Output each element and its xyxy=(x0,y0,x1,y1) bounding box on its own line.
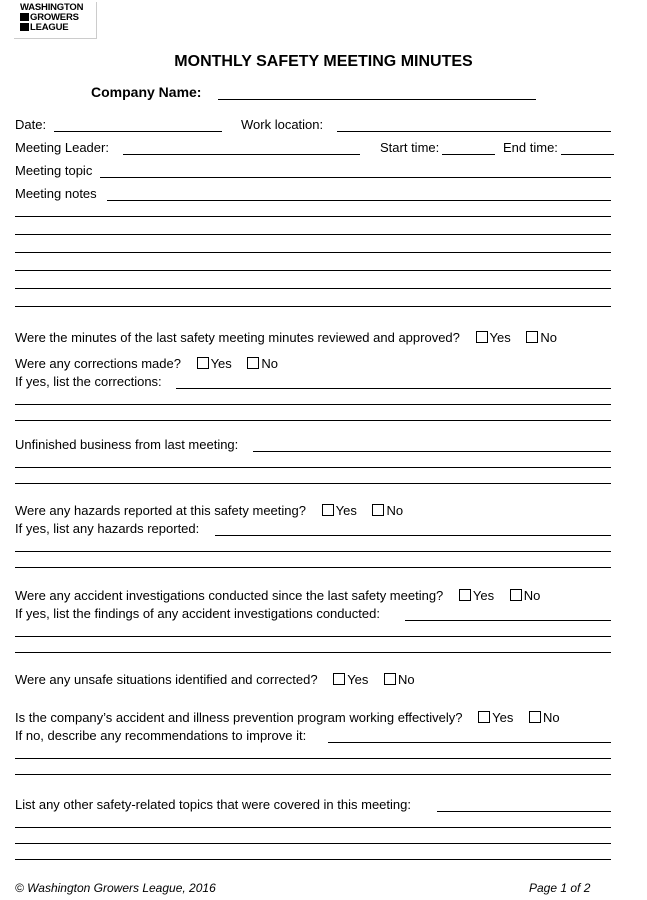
meeting-notes-line[interactable] xyxy=(15,216,611,217)
accidents-field[interactable] xyxy=(405,620,611,621)
unfinished-business-line[interactable] xyxy=(15,483,611,484)
logo-bar xyxy=(20,13,29,21)
unsafe-situations-question xyxy=(15,672,415,688)
date-label: Date: xyxy=(15,117,47,132)
program-yes-checkbox[interactable]: Yes xyxy=(478,710,513,725)
checkbox-icon xyxy=(197,357,209,369)
unfinished-business-line[interactable] xyxy=(15,467,611,468)
corrections-list-label: If yes, list the corrections: xyxy=(15,374,162,389)
accidents-line[interactable] xyxy=(15,652,611,653)
meeting-notes-line[interactable] xyxy=(15,234,611,235)
meeting-topic-label: Meeting topic xyxy=(15,163,93,178)
meeting-leader-field[interactable] xyxy=(123,154,360,155)
meeting-leader-label: Meeting Leader: xyxy=(15,140,109,155)
end-time-field[interactable] xyxy=(561,154,614,155)
footer-copyright: © Washington Growers League, 2016 xyxy=(15,881,216,895)
meeting-notes-line[interactable] xyxy=(15,288,611,289)
accidents-question xyxy=(15,588,540,604)
unfinished-business-field[interactable] xyxy=(253,451,611,452)
checkbox-icon xyxy=(247,357,259,369)
company-name-label: Company Name: xyxy=(91,84,202,100)
corrections-line[interactable] xyxy=(15,404,611,405)
hazards-list-label: If yes, list any hazards reported: xyxy=(15,521,200,536)
other-topics-field[interactable] xyxy=(437,811,611,812)
program-no-checkbox[interactable]: No xyxy=(529,710,560,725)
accidents-line[interactable] xyxy=(15,636,611,637)
unfinished-business-label: Unfinished business from last meeting: xyxy=(15,437,239,452)
program-question xyxy=(15,710,560,726)
program-line[interactable] xyxy=(15,758,611,759)
accidents-list-label: If yes, list the findings of any accident investigations conducted: xyxy=(15,606,380,621)
other-topics-line[interactable] xyxy=(15,843,611,844)
program-field[interactable] xyxy=(328,742,611,743)
checkbox-icon xyxy=(476,331,488,343)
accidents-yes-checkbox[interactable]: Yes xyxy=(459,588,494,603)
hazards-no-checkbox[interactable]: No xyxy=(372,503,403,518)
meeting-notes-label: Meeting notes xyxy=(15,186,97,201)
checkbox-icon xyxy=(322,504,334,516)
corrections-yes-checkbox[interactable]: Yes xyxy=(197,356,232,371)
logo-line-3: LEAGUE xyxy=(30,22,69,33)
work-location-label: Work location: xyxy=(241,117,324,132)
washington-growers-league-logo xyxy=(14,2,97,39)
meeting-notes-line[interactable] xyxy=(15,270,611,271)
unsafe-yes-checkbox[interactable]: Yes xyxy=(333,672,368,687)
start-time-label: Start time: xyxy=(380,140,440,155)
program-line[interactable] xyxy=(15,774,611,775)
minutes-yes-checkbox[interactable]: Yes xyxy=(476,330,511,345)
logo-line-1: WASHINGTON xyxy=(20,2,84,13)
hazards-question xyxy=(15,503,403,519)
unsafe-no-checkbox[interactable]: No xyxy=(384,672,415,687)
checkbox-icon xyxy=(459,589,471,601)
date-field[interactable] xyxy=(54,131,222,132)
checkbox-icon xyxy=(333,673,345,685)
footer-page-number: Page 1 of 2 xyxy=(529,881,591,895)
start-time-field[interactable] xyxy=(442,154,495,155)
unsafe-situations-text: Were any unsafe situations identified and corrected? xyxy=(15,672,318,687)
program-list-label: If no, describe any recommendations to improve it: xyxy=(15,728,307,743)
meeting-notes-line[interactable] xyxy=(15,252,611,253)
accidents-text: Were any accident investigations conducted since the last safety meeting? xyxy=(15,588,444,603)
other-topics-line[interactable] xyxy=(15,859,611,860)
corrections-text: Were any corrections made? xyxy=(15,356,181,371)
work-location-field[interactable] xyxy=(337,131,611,132)
checkbox-icon xyxy=(510,589,522,601)
corrections-question xyxy=(15,356,278,372)
other-topics-label: List any other safety-related topics that were covered in this meeting: xyxy=(15,797,411,812)
checkbox-icon xyxy=(384,673,396,685)
minutes-reviewed-text: Were the minutes of the last safety meeting minutes reviewed and approved? xyxy=(15,330,460,345)
logo-line-2: GROWERS xyxy=(30,12,79,23)
page-title: MONTHLY SAFETY MEETING MINUTES xyxy=(174,53,473,70)
program-text: Is the company’s accident and illness prevention program working effectively? xyxy=(15,710,463,725)
other-topics-line[interactable] xyxy=(15,827,611,828)
checkbox-icon xyxy=(526,331,538,343)
hazards-line[interactable] xyxy=(15,567,611,568)
company-name-field[interactable] xyxy=(218,99,536,100)
minutes-reviewed-question xyxy=(15,330,557,346)
meeting-topic-field[interactable] xyxy=(100,177,611,178)
corrections-no-checkbox[interactable]: No xyxy=(247,356,278,371)
meeting-notes-line[interactable] xyxy=(15,306,611,307)
meeting-notes-field[interactable] xyxy=(107,200,611,201)
corrections-line[interactable] xyxy=(15,420,611,421)
hazards-text: Were any hazards reported at this safety meeting? xyxy=(15,503,306,518)
checkbox-icon xyxy=(372,504,384,516)
hazards-yes-checkbox[interactable]: Yes xyxy=(322,503,357,518)
checkbox-icon xyxy=(529,711,541,723)
checkbox-icon xyxy=(478,711,490,723)
end-time-label: End time: xyxy=(503,140,558,155)
hazards-line[interactable] xyxy=(15,551,611,552)
minutes-no-checkbox[interactable]: No xyxy=(526,330,557,345)
corrections-field[interactable] xyxy=(176,388,611,389)
accidents-no-checkbox[interactable]: No xyxy=(510,588,541,603)
logo-bar xyxy=(20,23,29,31)
hazards-field[interactable] xyxy=(215,535,611,536)
